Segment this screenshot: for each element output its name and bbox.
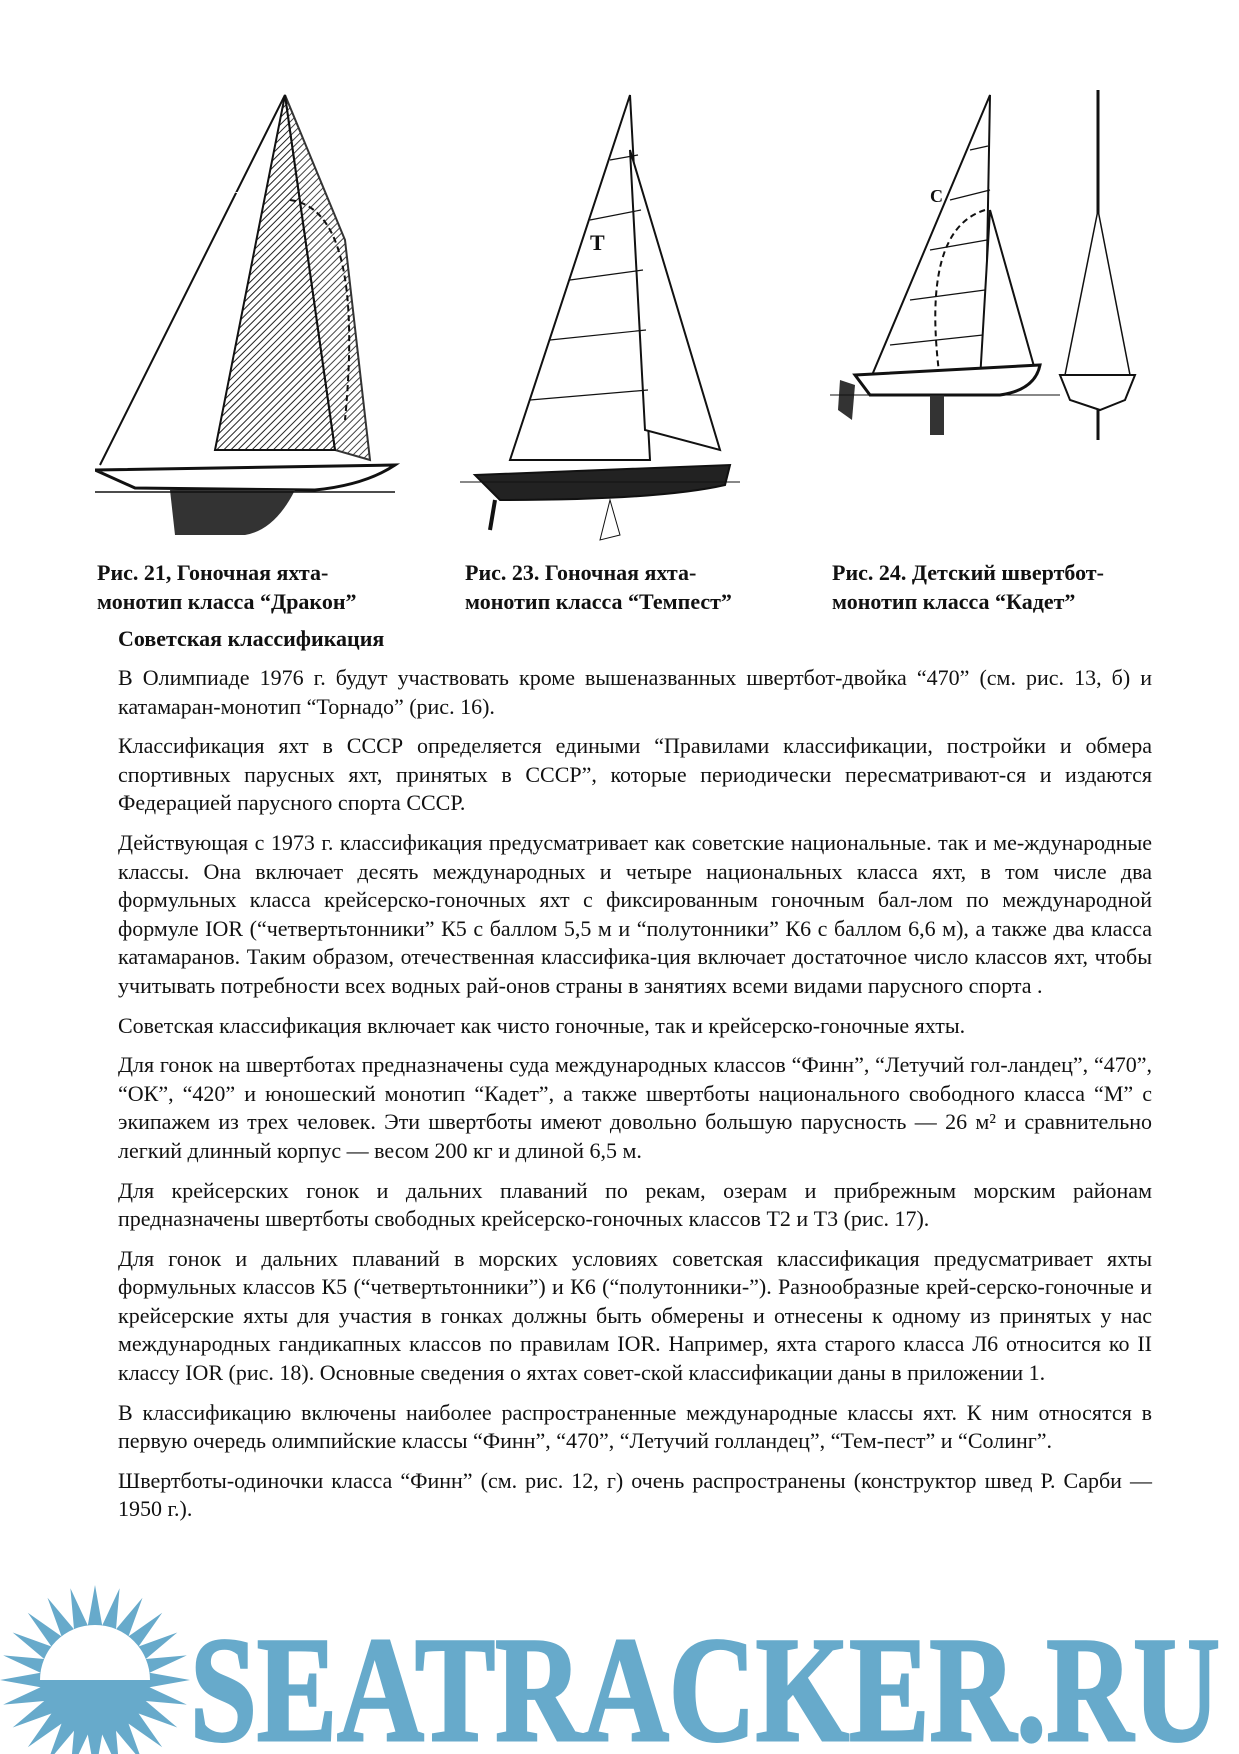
- section-heading: Советская классификация: [118, 626, 385, 651]
- sail-letter: C: [930, 186, 943, 206]
- figures: [95, 90, 1175, 560]
- paragraph: Для крейсерских гонок и дальних плаваний по рекам, озерам и прибрежным морским районам предназначены швертботы свободных крейсерско-гоночных классов Т2 и Т3 (рис. 17).: [118, 1177, 1152, 1232]
- paragraph: Для гонок на швертботах предназначены суда международных классов “Финн”, “Летучий гол-ландец”, “470”, “ОК”, “420” и юношеский монотип “Кадет”, а также швертботы национального свободного класса “М” с экипажем из трех человек. Эти швертботы имеют довольно большую парусность — 26 м² и сравнительно легкий длинный корпус — весом 200 кг и длиной 6,5 м.: [118, 1052, 1152, 1163]
- paragraph: Действующая с 1973 г. классификация предусматривает как советские национальные. так и ме-ждународные классы. Она включает десять международных и четыре национальных класса яхт, в том числе два формульных класса крейсерско-гоночных яхт с фиксированным гоночным бал-лом по международной формуле IOR (“четвертьтонники” К5 с баллом 5,5 м и “полутонники” К6 с баллом 6,6 м), а также два класса катамаранов. Таким образом, отечественная классифика-ция включает достаточное число классов яхт, чтобы учитывать потребности всех водных рай-онов страны в занятиях всеми видами парусного спорта .: [118, 829, 1152, 998]
- sail-letter: T: [590, 230, 605, 255]
- caption-line: Рис. 21, Гоночная яхта-: [97, 560, 329, 585]
- paragraph: Советская классификация включает как чисто гоночные, так и крейсерско-гоночные яхты.: [118, 1012, 966, 1038]
- caption-line: монотип класса “Дракон”: [97, 589, 357, 614]
- figure-caption-24: [832, 558, 1175, 616]
- caption-line: Рис. 24. Детский швертбот-: [832, 560, 1104, 585]
- caption-line: Рис. 23. Гоночная яхта-: [465, 560, 697, 585]
- body-text: [118, 664, 1152, 1535]
- paragraph: В классификацию включены наиболее распространенные международные классы яхт. К ним относятся в первую очередь олимпийские классы “Финн”, “470”, “Летучий голландец”, “Тем-пест” и “Солинг”.: [118, 1399, 1152, 1454]
- caption-line: монотип класса “Темпест”: [465, 589, 732, 614]
- cadet-dinghy-drawing: [830, 90, 1175, 560]
- caption-line: монотип класса “Кадет”: [832, 589, 1076, 614]
- paragraph: Классификация яхт в СССР определяется едиными “Правилами классификации, постройки и обмера спортивных парусных яхт, принятых в СССР”, которые периодически пересматривают-ся и издаются Федерацией парусного спорта СССР.: [118, 733, 1152, 816]
- figure-caption-21: [97, 558, 437, 616]
- sail-letter: D: [235, 188, 250, 210]
- sun-logo-icon: [0, 1585, 190, 1754]
- seatracker-watermark: [0, 1580, 1239, 1754]
- paragraph: Для гонок и дальних плаваний в морских условиях советская классификация предусматривает яхты формульных классов К5 (“четвертьтонники”) и К6 (“полутонники-”). Разнообразные крей-серско-гоночные и крейсерские яхты для участия в гонках должны быть обмерены и отнесены к одному из принятых у нас международных гандикапных классов по правилам IOR. Например, яхта старого класса Л6 относится ко II классу IOR (рис. 18). Основные сведения о яхтах совет-ской классификации даны в приложении 1.: [118, 1245, 1152, 1386]
- paragraph: Швертботы-одиночки класса “Финн” (см. рис. 12, г) очень распространены (конструктор швед Р. Сарби — 1950 г.).: [118, 1467, 1152, 1522]
- dragon-yacht-drawing: [95, 90, 435, 560]
- tempest-yacht-drawing: [460, 90, 770, 560]
- figure-caption-23: [465, 558, 805, 616]
- paragraph: В Олимпиаде 1976 г. будут участвовать кроме вышеназванных швертбот-двойка “470” (см. рис. 13, б) и катамаран-монотип “Торнадо” (рис. 16).: [118, 665, 1152, 719]
- watermark-text: SEATRACKER.RU: [190, 1607, 1220, 1754]
